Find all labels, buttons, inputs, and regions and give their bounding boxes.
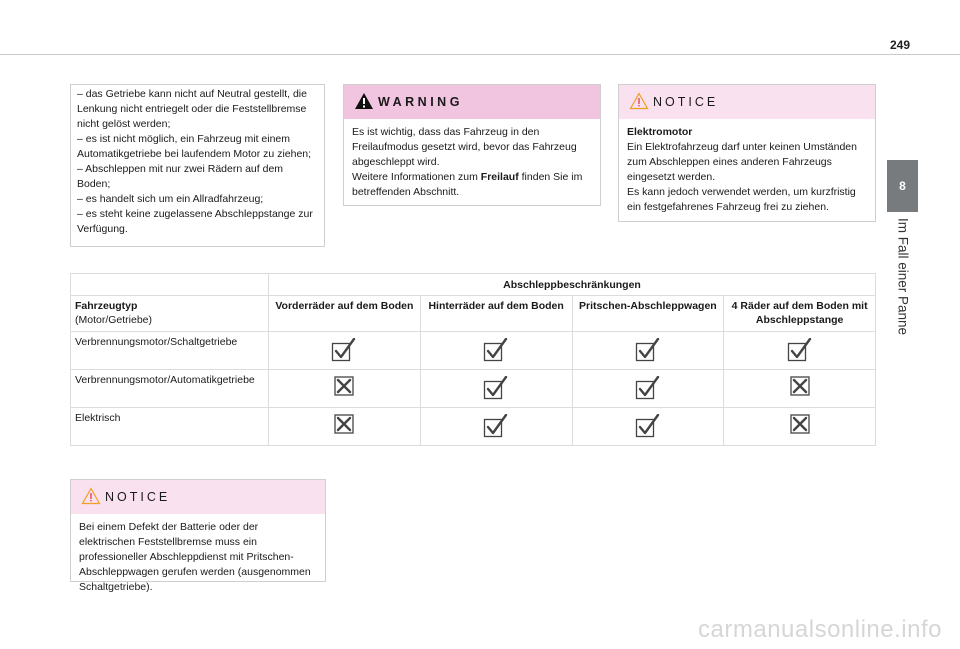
towing-table-wrapper [70, 273, 876, 446]
status-cell [420, 408, 572, 446]
list-item: – das Getriebe kann nicht auf Neutral gestellt, die Lenkung nicht entriegelt oder die Feststellbremse nicht gelöst werden; [77, 88, 307, 130]
conditions-list [77, 87, 318, 237]
notice-header [619, 85, 875, 119]
check-icon [635, 338, 661, 362]
status-cell [724, 332, 876, 370]
notice-title: NOTICE [105, 490, 171, 504]
table-row [71, 332, 876, 370]
status-cell [420, 370, 572, 408]
warning-text-2 [352, 170, 592, 200]
page-number: 249 [889, 38, 910, 52]
table-row [71, 370, 876, 408]
row-label: Elektrisch [71, 408, 269, 446]
freilauf-term: Freilauf [480, 171, 519, 183]
status-cell [269, 370, 421, 408]
check-icon [483, 338, 509, 362]
status-cell [724, 370, 876, 408]
warning-box [343, 84, 601, 206]
status-cell [572, 370, 724, 408]
check-icon [483, 414, 509, 438]
chapter-tab[interactable]: 8 [887, 160, 918, 212]
warning-text: Es ist wichtig, dass das Fahrzeug in den Freilaufmodus gesetzt wird, bevor das Fahrzeug abgeschleppt wird. [352, 126, 577, 168]
notice-text-2: Es kann jedoch verwendet werden, um kurzfristig ein festgefahrenes Fahrzeug frei zu ziehen. [627, 186, 856, 213]
notice-box-battery [70, 479, 326, 593]
check-icon [787, 338, 813, 362]
warning-icon [354, 92, 374, 110]
check-icon [331, 338, 357, 362]
check-icon [635, 376, 661, 400]
warning-body [344, 119, 600, 207]
cross-icon [334, 376, 354, 396]
row-label: Verbrennungsmotor/Automatikgetriebe [71, 370, 269, 408]
table-group-header-row [71, 274, 876, 296]
chapter-title-text: Im Fall einer Panne [895, 218, 910, 336]
list-item: – Abschleppen mit nur zwei Rädern auf dem Boden; [77, 163, 284, 190]
list-item: – es ist nicht möglich, ein Fahrzeug mit einem Automatikgetriebe bei laufendem Motor zu ziehen; [77, 133, 312, 160]
table-empty-corner [71, 274, 269, 296]
status-cell [269, 332, 421, 370]
cross-icon [334, 414, 354, 434]
check-icon [483, 376, 509, 400]
cross-icon [790, 414, 810, 434]
status-cell [572, 408, 724, 446]
table-first-col-header [71, 296, 269, 332]
notice-header [71, 480, 325, 514]
list-item: – es steht keine zugelassene Abschleppstange zur Verfügung. [77, 208, 313, 235]
notice-icon [629, 92, 649, 110]
cross-icon [790, 376, 810, 396]
table-row [71, 408, 876, 446]
vehicle-type-sub: (Motor/Getriebe) [75, 314, 153, 326]
notice-body [619, 119, 875, 222]
column-header: Pritschen-Abschleppwagen [572, 296, 724, 332]
column-header: Hinterräder auf dem Boden [420, 296, 572, 332]
check-icon [635, 414, 661, 438]
status-cell [269, 408, 421, 446]
status-cell [724, 408, 876, 446]
status-cell [420, 332, 572, 370]
notice-text: Ein Elektrofahrzeug darf unter keinen Umständen zum Abschleppen eines anderen Fahrzeugs eingesetzt werden. [627, 141, 857, 183]
warning-text-prefix: Weitere Informationen zum [352, 171, 481, 183]
notice-text: Bei einem Defekt der Batterie oder der elektrischen Feststellbremse muss ein professioneller Abschleppdienst mit Pritschen-Abschleppwagen gerufen werden (ausgenommen Schaltgetriebe). [79, 521, 311, 593]
table-header-row [71, 296, 876, 332]
chapter-title [887, 218, 918, 348]
warning-text-suffix: finden Sie im betreffenden Abschnitt. [352, 171, 583, 198]
watermark: carmanualsonline.info [698, 616, 942, 643]
notice-box-electric [618, 84, 876, 222]
table-group-header: Abschleppbeschränkungen [269, 274, 876, 296]
header-divider [0, 54, 960, 55]
list-item: – es handelt sich um ein Allradfahrzeug; [77, 193, 264, 205]
notice-title: NOTICE [653, 95, 719, 109]
row-label: Verbrennungsmotor/Schaltgetriebe [71, 332, 269, 370]
column-header: Vorderräder auf dem Boden [269, 296, 421, 332]
warning-title: WARNING [378, 95, 463, 109]
notice-icon [81, 487, 101, 505]
warning-header [344, 85, 600, 119]
towing-restrictions-table [70, 273, 876, 446]
notice-heading: Elektromotor [627, 126, 693, 138]
status-cell [572, 332, 724, 370]
conditions-box [70, 84, 325, 247]
column-header: 4 Räder auf dem Boden mit Abschleppstange [724, 296, 876, 332]
vehicle-type-heading: Fahrzeugtyp [75, 300, 138, 312]
notice-body [71, 514, 325, 602]
